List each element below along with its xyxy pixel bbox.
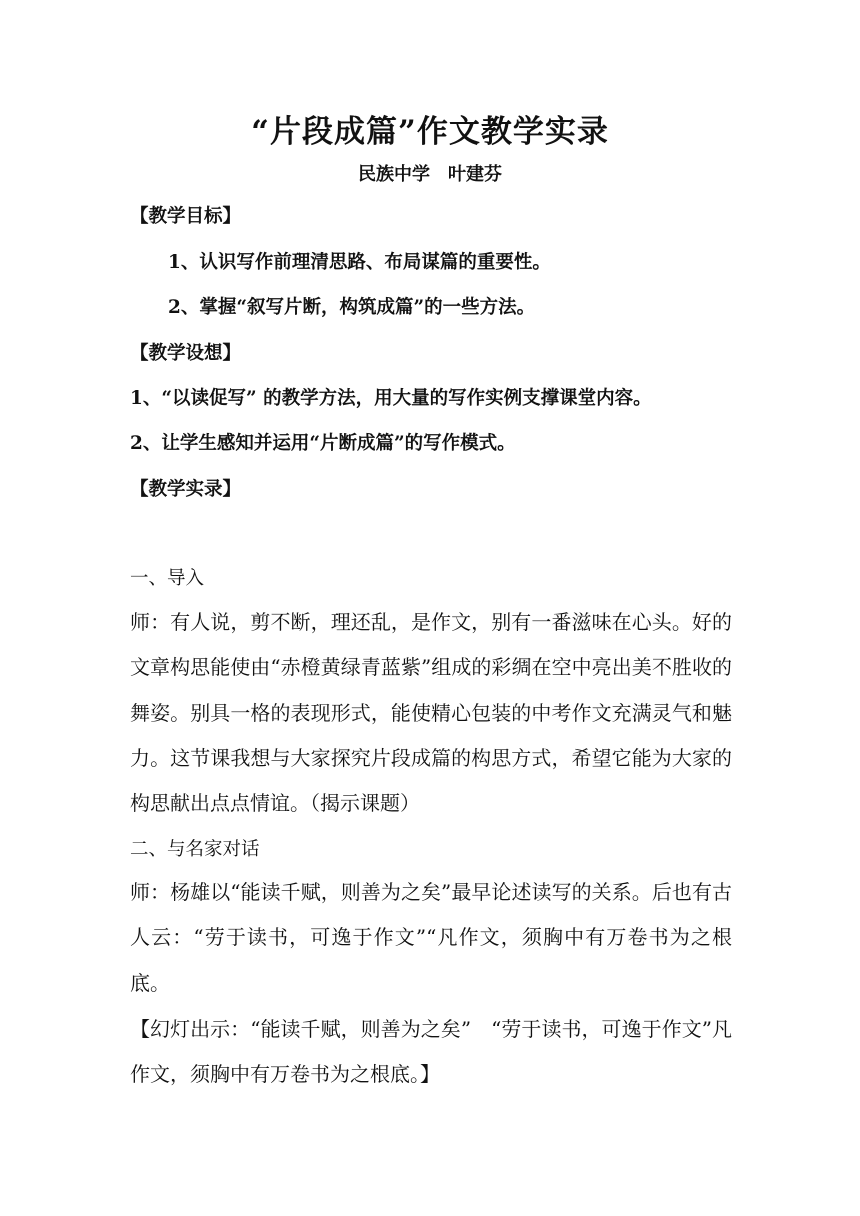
slide-quote: 【幻灯出示：“能读千赋，则善为之矣” “劳于读书，可逸于作文”凡作文，须胸中有万卷书为之根底。】 [130, 1017, 732, 1087]
design-item: 2、让学生感知并运用“片断成篇”的写作模式。 [130, 433, 516, 454]
objective-item: 1、认识写作前理清思路、布局谋篇的重要性。 [168, 252, 551, 273]
section-paragraph: 师：杨雄以“能读千赋，则善为之矣”最早论述读写的关系。后也有古人云：“劳于读书，可逸于作文”“凡作文，须胸中有万卷书为之根底。 [130, 880, 732, 995]
section-paragraph: 师：有人说，剪不断，理还乱，是作文，别有一番滋味在心头。好的文章构思能使由“赤橙黄绿青蓝紫”组成的彩绸在空中亮出美不胜收的舞姿。别具一格的表现形式，能使精心包装的中考作文充满灵气和魅力。这节课我想与大家探究片段成篇的构思方式，希望它能为大家的构思献出点点情谊。（揭示课题） [130, 610, 732, 816]
record-heading: 【教学实录】 [130, 479, 242, 500]
design-heading: 【教学设想】 [130, 343, 242, 364]
section-heading: 一、导入 [130, 568, 205, 589]
design-item: 1、“以读促写” 的教学方法，用大量的写作实例支撑课堂内容。 [130, 388, 652, 409]
objective-item: 2、掌握“叙写片断，构筑成篇”的一些方法。 [168, 297, 536, 318]
section-heading: 二、与名家对话 [130, 839, 260, 860]
document-title: “片段成篇”作文教学实录 [251, 114, 609, 150]
objectives-heading: 【教学目标】 [130, 206, 242, 227]
author-line: 民族中学 叶建芬 [358, 164, 502, 185]
